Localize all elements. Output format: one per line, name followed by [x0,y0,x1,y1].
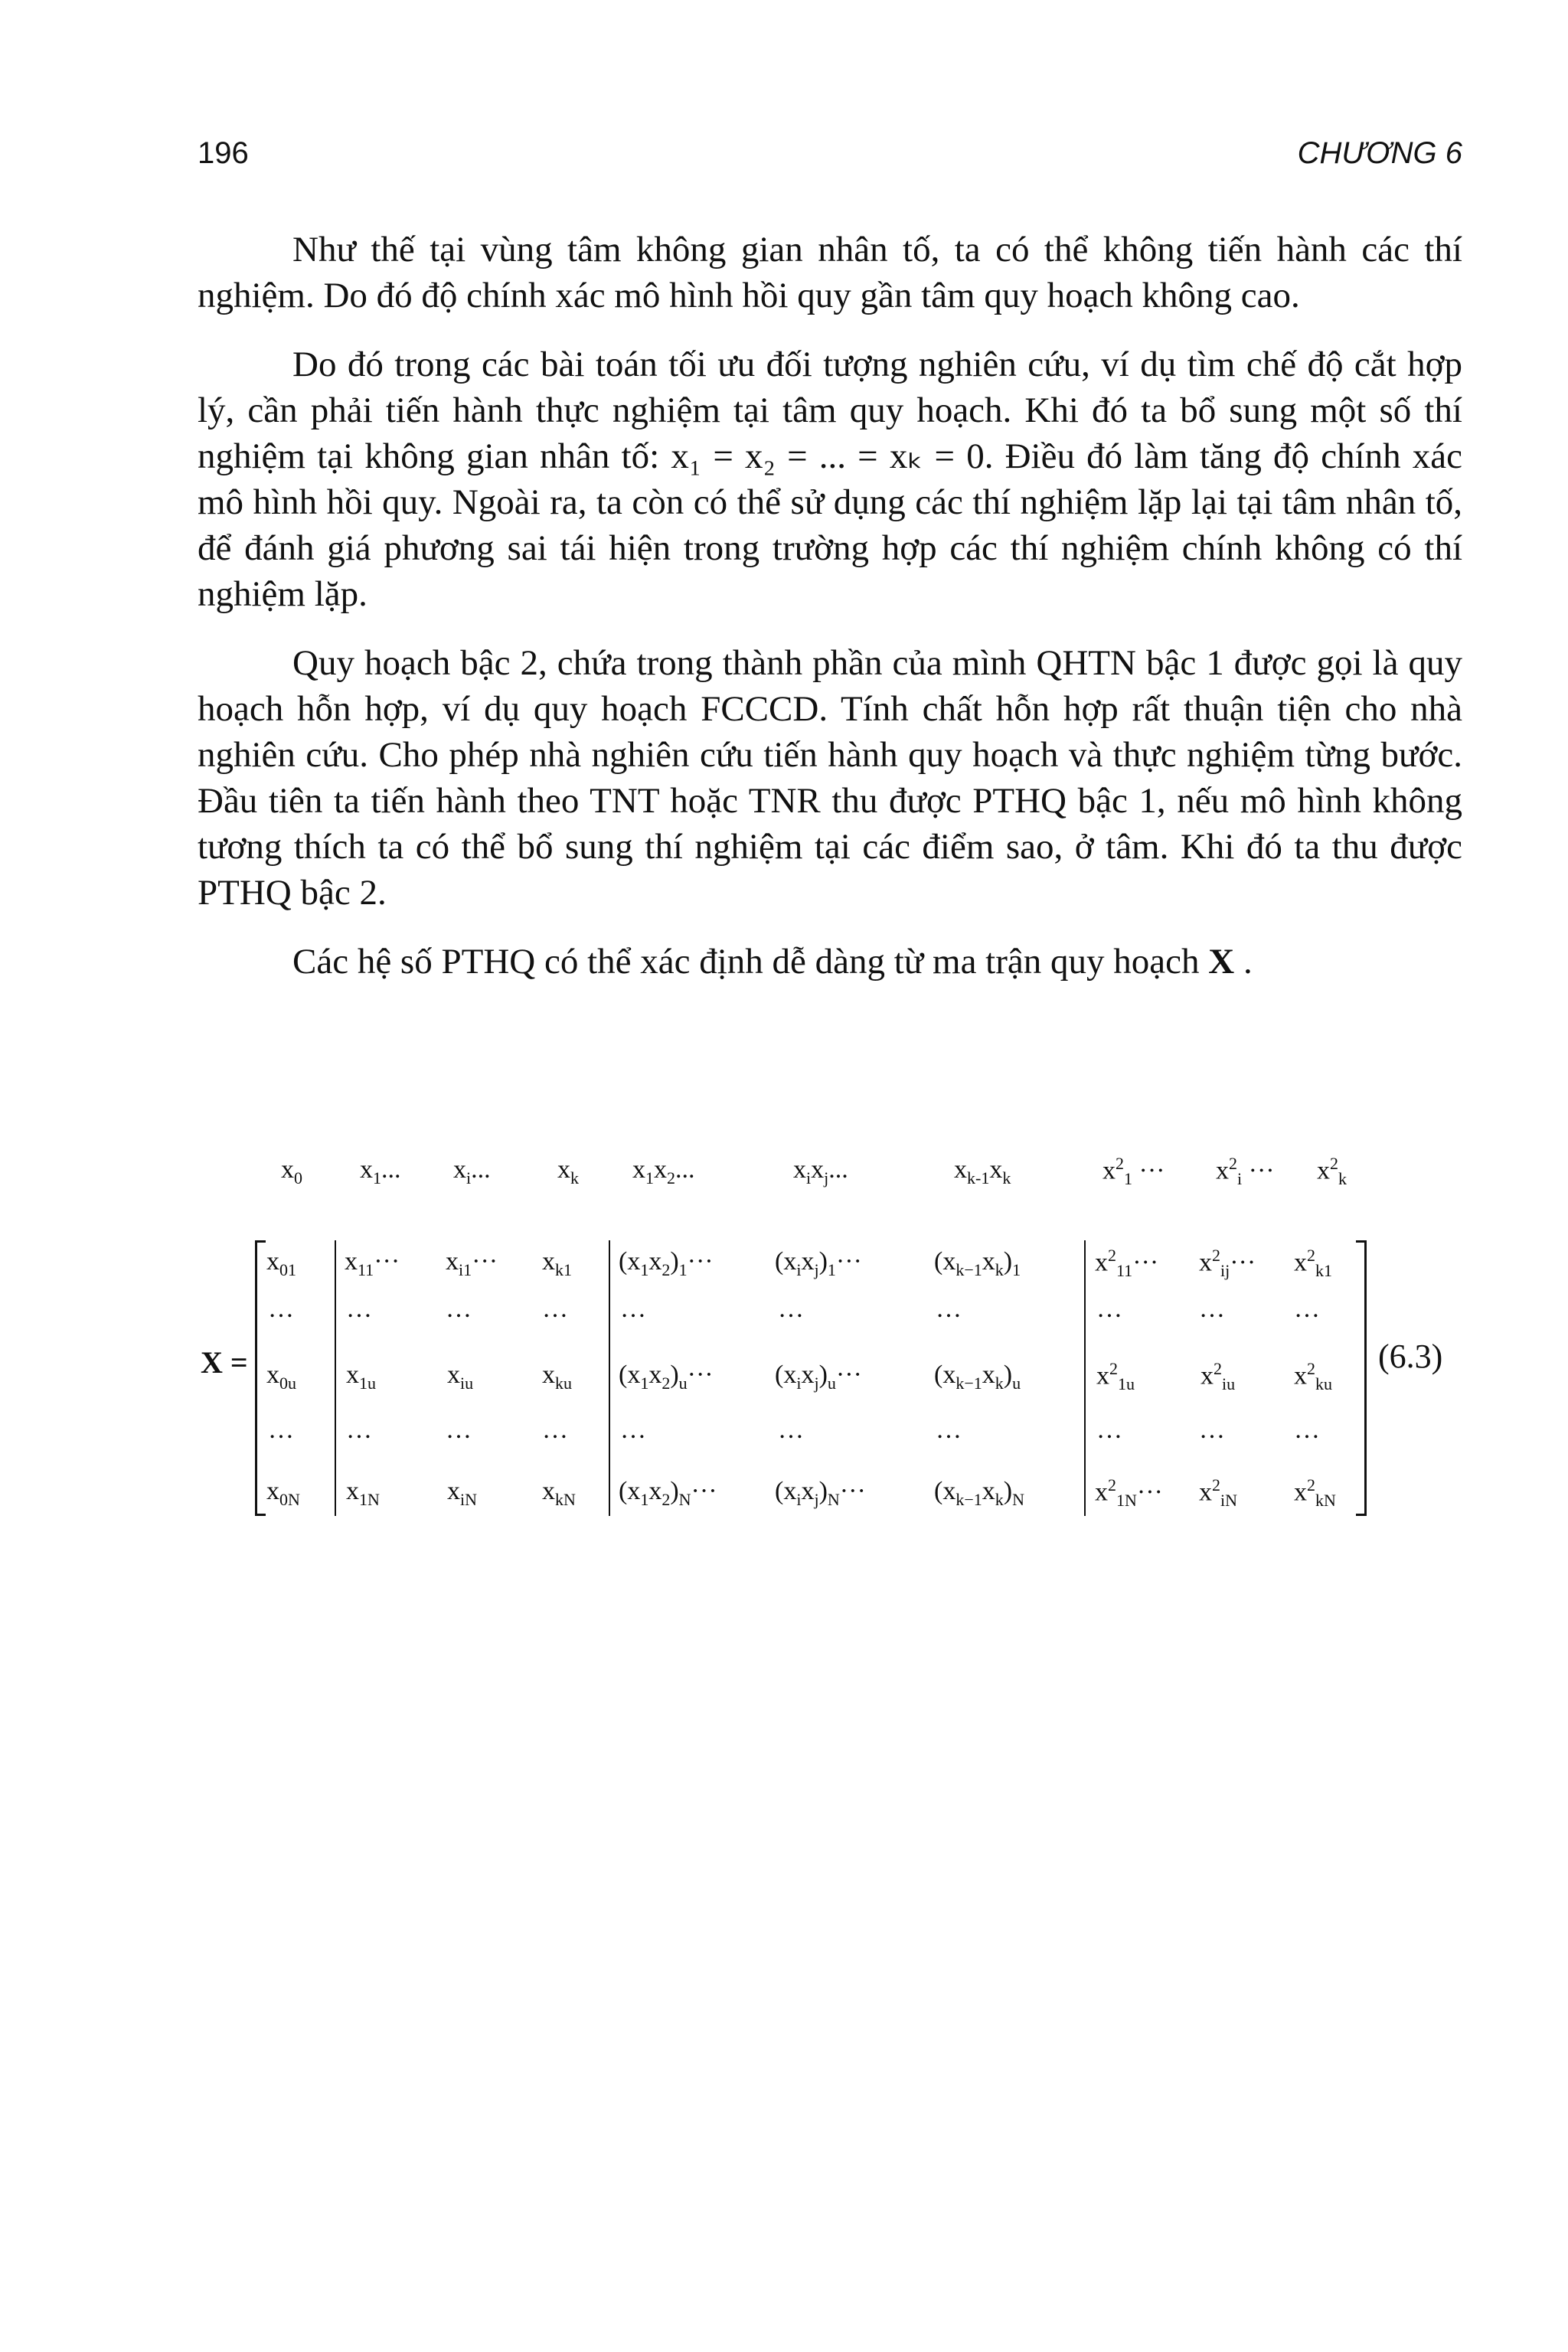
dots: … [542,1295,568,1323]
left-bracket [255,1240,257,1516]
cell-x1x2-u: $(x_1x_2)_u\cdot\cdot\cdot$ [619,1361,714,1393]
cell-xk1sq: $x^2_{k1}$ [1294,1246,1332,1281]
dots: … [1199,1295,1225,1323]
separator-2 [609,1240,610,1516]
dots: … [1096,1416,1122,1444]
cell-x1Nsq: $x^2_{1N}\cdot\cdot\cdot$ [1095,1475,1163,1511]
col-head-x1sq: $x^2_1$ ··· [1102,1154,1165,1189]
right-bracket [1364,1240,1367,1516]
dots: … [346,1416,372,1444]
dots: … [778,1295,804,1323]
dots: … [1096,1295,1122,1323]
cell-xijsq: $x^2_{ij}\cdot\cdot\cdot$ [1199,1246,1256,1281]
cell-x11sq: $x^2_{11}\cdot\cdot\cdot$ [1095,1246,1159,1281]
paragraph-3: Quy hoạch bậc 2, chứa trong thành phần của mình QHTN bậc 1 được gọi là quy hoạch hỗn hợp, ví dụ quy hoạch FCCCD. Tính chất hỗn hợp rất thuận tiện cho nhà nghiên cứu. Cho phép nhà nghiên cứu tiến hành quy hoạch và thực nghiệm từng bước. Đầu tiên ta tiến hành theo TNT hoặc TNR thu được PTHQ bậc 1, nếu mô hình không tương thích ta có thể bổ sung thí nghiệm tại các điểm sao, ở tâm. Khi đó ta thu được PTHQ bậc 2. [198,643,1462,913]
page-number: 196 [198,136,249,170]
cell-x1N: $x_{1N}$ [346,1477,380,1509]
cell-xiNsq: $x^2_{iN}$ [1199,1475,1237,1511]
cell-x1u: $x_{1u}$ [346,1361,376,1393]
paragraph-1: Như thế tại vùng tâm không gian nhân tố, ta có thể không tiến hành các thí nghiệm. Do đó độ chính xác mô hình hồi quy gần tâm quy hoạch không cao. [198,230,1462,315]
cell-xk1xk-u: $(x_{k-1}x_k)_u$ [934,1361,1021,1393]
dots: … [542,1416,568,1444]
cell-xk1xk-N: $(x_{k-1}x_k)_N$ [934,1477,1024,1509]
col-head-xi: $x_i$... [453,1155,491,1187]
dots: … [1199,1416,1225,1444]
cell-x11: $x_{11}\cdot\cdot\cdot$ [345,1247,400,1279]
dots: … [446,1416,472,1444]
dots: … [1294,1416,1320,1444]
cell-xiN: $x_{iN}$ [447,1477,477,1509]
dots: … [346,1295,372,1323]
cell-xixj-N: $(x_ix_j)_N\cdot\cdot\cdot$ [775,1477,866,1509]
col-head-xk: $x_k$ [557,1155,579,1187]
col-head-x0: $x_0$ [281,1155,302,1187]
right-bracket-top [1356,1240,1367,1243]
equation-number: (6.3) [1378,1338,1443,1375]
cell-xixj-1: $(x_ix_j)_1\cdot\cdot\cdot$ [775,1247,862,1279]
paragraph-4-tail: . [1234,942,1253,982]
right-bracket-bottom [1356,1514,1367,1516]
cell-x1x2-1: $(x_1x_2)_1\cdot\cdot\cdot$ [619,1247,714,1279]
dots: … [268,1416,294,1444]
cell-x1usq: $x^2_{1u}$ [1096,1359,1135,1394]
col-head-x1x2: $x_1x_2$... [632,1155,695,1187]
dots: … [936,1416,962,1444]
cell-x0u: $x_{0u}$ [266,1361,296,1393]
cell-xi1: $x_{i1}\cdot\cdot\cdot$ [446,1247,498,1279]
paragraph-4-text: Các hệ số PTHQ có thể xác định dễ dàng từ ma trận quy hoạch [292,942,1209,982]
left-bracket-bottom [255,1514,266,1516]
dots: … [936,1295,962,1323]
dots: … [778,1416,804,1444]
cell-xkN: $x_{kN}$ [542,1477,576,1509]
cell-xk1xk-1: $(x_{k-1}x_k)_1$ [934,1247,1021,1279]
dots: … [268,1295,294,1323]
col-head-xixj: $x_ix_j$... [793,1155,848,1187]
cell-x01: $x_{01}$ [266,1247,296,1279]
separator-3 [1084,1240,1086,1516]
cell-xk1: $x_{k1}$ [542,1247,572,1279]
cell-x0N: $x_{0N}$ [266,1477,300,1509]
paragraph-2: Do đó trong các bài toán tối ưu đối tượng nghiên cứu, ví dụ tìm chế độ cắt hợp lý, cần phải tiến hành thực nghiệm tại tâm quy hoạch. Khi đó ta bổ sung một số thí nghiệm tại không gian nhân tố: x₁ = x₂ = ... = xₖ = 0. Điều đó làm tăng độ chính xác mô hình hồi quy. Ngoài ra, ta còn có thể sử dụng các thí nghiệm lặp lại tại tâm nhân tố, để đánh giá phương sai tái hiện trong trường hợp các thí nghiệm chính không có thí nghiệm lặp. [198,345,1462,614]
col-head-xisq: $x^2_i$ ··· [1216,1154,1275,1189]
dots: … [620,1416,646,1444]
left-bracket-top [255,1240,266,1243]
cell-xkNsq: $x^2_{kN}$ [1294,1475,1336,1511]
col-head-x1: $x_1$... [360,1155,401,1187]
matrix-symbol: X [1208,942,1235,982]
cell-xiu: $x_{iu}$ [447,1361,474,1393]
col-head-xk1xk: $x_{k-1}x_k$ [954,1155,1011,1187]
chapter-title: CHƯƠNG 6 [1297,136,1462,170]
cell-x1x2-N: $(x_1x_2)_N\cdot\cdot\cdot$ [619,1477,717,1509]
cell-xkusq: $x^2_{ku}$ [1294,1359,1332,1394]
matrix-label: X = [201,1345,248,1380]
cell-xixj-u: $(x_ix_j)_u\cdot\cdot\cdot$ [775,1361,862,1393]
col-head-xksq: $x^2_k$ [1317,1154,1347,1189]
dots: … [620,1295,646,1323]
cell-xiusq: $x^2_{iu}$ [1200,1359,1236,1394]
cell-xku: $x_{ku}$ [542,1361,572,1393]
separator-1 [335,1240,336,1516]
dots: … [446,1295,472,1323]
dots: … [1294,1295,1320,1323]
